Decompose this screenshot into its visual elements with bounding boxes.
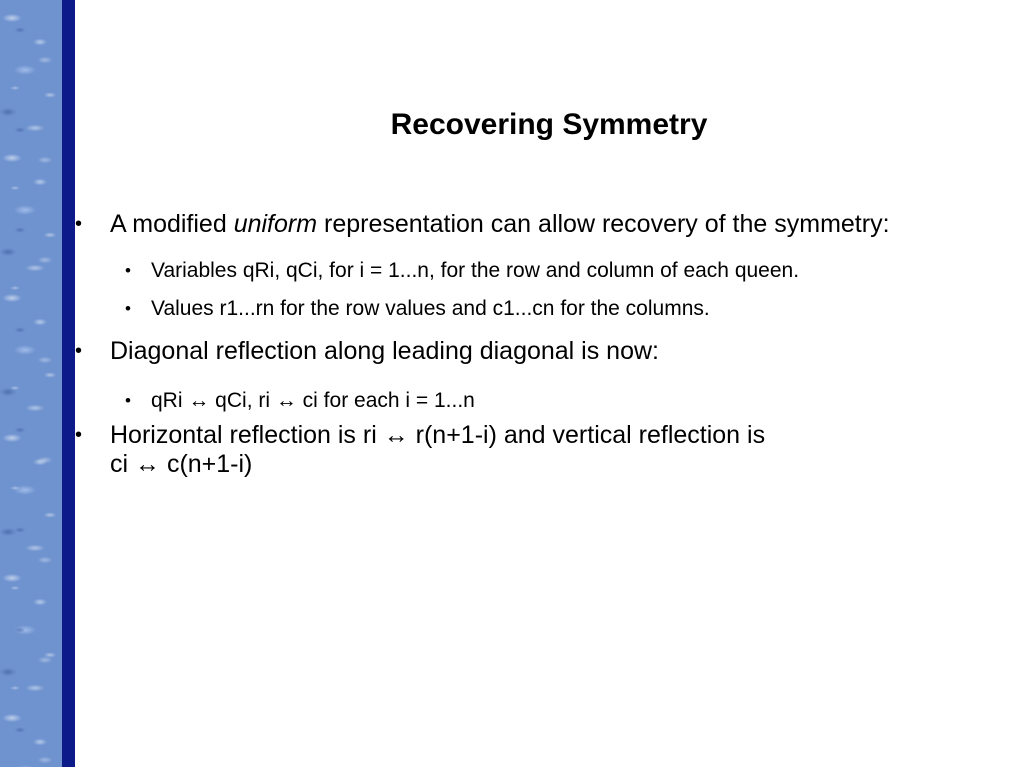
sidebar-texture — [0, 0, 62, 767]
bullet-uniform-representation — [75, 210, 965, 239]
bullet-text-line2: ci ↔ c(n+1-i) — [110, 450, 253, 478]
bullet-diagonal-reflection — [75, 337, 965, 366]
subbullet-text: qRi ↔ qCi, ri ↔ ci for each i = 1...n — [151, 389, 475, 412]
slide-content — [75, 210, 965, 479]
bullet-marker: • — [75, 340, 83, 362]
subbullet-values — [75, 296, 965, 321]
bullet-text-post: representation can allow recovery of the symmetry: — [317, 210, 890, 238]
subbullet-variables — [75, 258, 965, 283]
bullet-marker: • — [125, 299, 131, 318]
bullet-text: Diagonal reflection along leading diagonal is now: — [110, 337, 659, 365]
subbullet-text: Variables qRi, qCi, for i = 1...n, for the row and column of each queen. — [151, 259, 800, 282]
bullet-text-pre: A modified — [110, 210, 234, 238]
bullet-marker: • — [75, 213, 83, 235]
bullet-marker: • — [125, 261, 131, 280]
bullet-horizontal-vertical-reflection — [75, 421, 965, 479]
slide-title: Recovering Symmetry — [390, 108, 708, 141]
subbullet-text: Values r1...rn for the row values and c1...cn for the columns. — [151, 297, 710, 320]
bullet-text-emphasis: uniform — [233, 210, 318, 238]
bullet-marker: • — [125, 391, 131, 410]
bullet-text-line1: Horizontal reflection is ri ↔ r(n+1-i) and vertical reflection is — [110, 421, 766, 449]
bullet-marker: • — [75, 424, 83, 446]
accent-bar — [62, 0, 75, 767]
subbullet-diagonal-mapping — [75, 388, 965, 413]
